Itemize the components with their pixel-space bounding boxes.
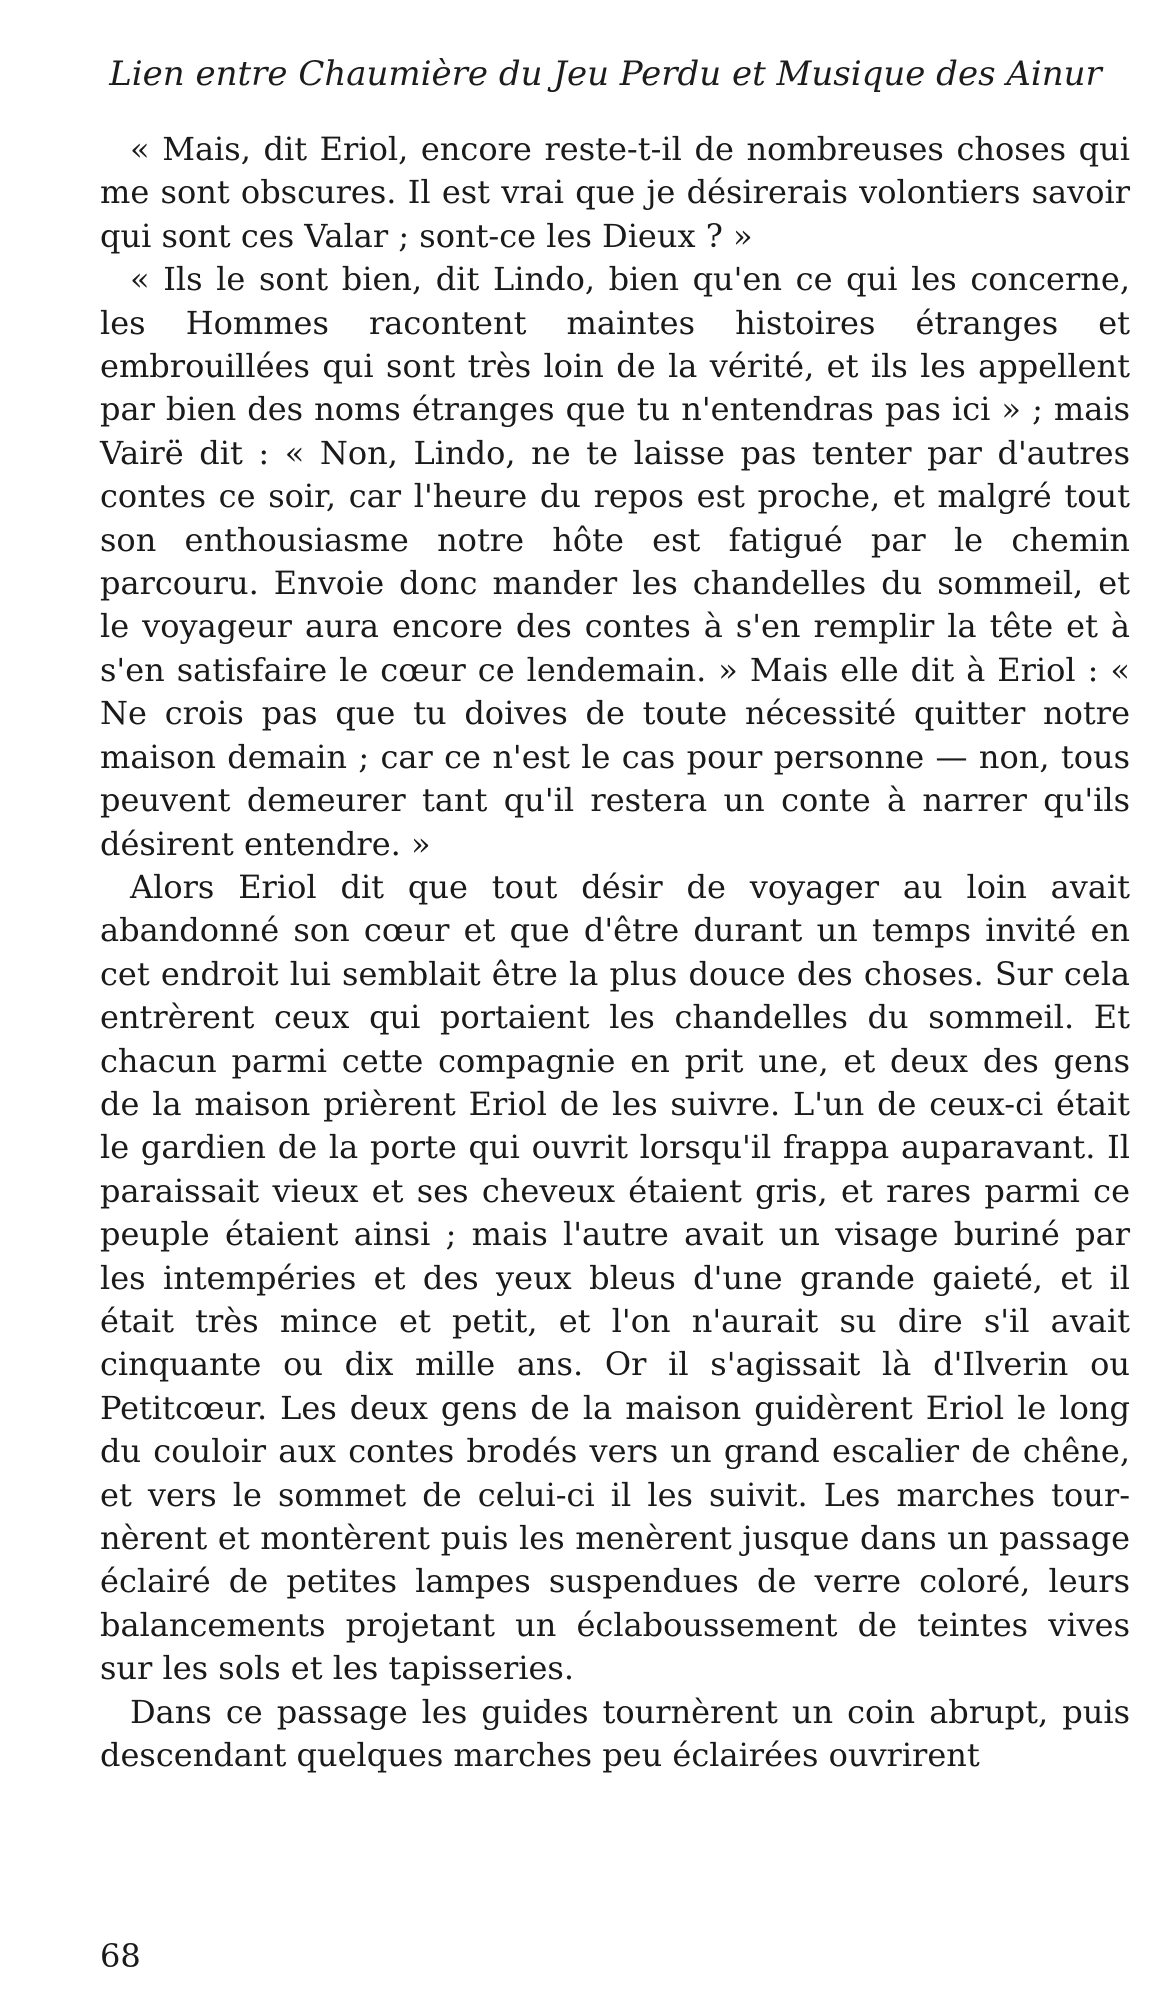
body-text	[100, 128, 1130, 1777]
paragraph: « Mais, dit Eriol, encore reste-t-il de nombreuses choses qui me sont obscures. Il est vrai que je désirerais volontiers savoir qui sont ces Valar ; sont-ce les Dieux ? »	[100, 130, 1130, 255]
paragraph: Alors Eriol dit que tout désir de voyager au loin avait abandonné son cœur et que d'être durant un temps invité en cet endroit lui semblait être la plus douce des choses. Sur cela entrèrent ceux qui portaient les chandelles du sommeil. Et chacun parmi cette compagnie en prit une, et deux des gens de la maison prièrent Eriol de les suivre. L'un de ceux-ci était le gardien de la porte qui ouvrit lorsqu'il frappa auparavant. Il paraissait vieux et ses cheveux étaient gris, et rares parmi ce peuple étaient ainsi ; mais l'autre avait un visage buriné par les intempéries et des yeux bleus d'une grande gaieté, et il était très mince et petit, et l'on n'aurait su dire s'il avait cinquante ou dix mille ans. Or il s'agissait là d'Ilverin ou Petitcœur. Les deux gens de la maison guidèrent Eriol le long du couloir aux contes brodés vers un grand escalier de chêne, et vers le sommet de celui-ci il les suivit. Les marches tournèrent et montèrent puis les menèrent jusque dans un passage éclairé de petites lampes suspendues de verre coloré, leurs balancements projetant un éclaboussement de teintes vives sur les sols et les tapisseries.	[100, 867, 1130, 1688]
paragraph: Dans ce passage les guides tournèrent un coin abrupt, puis descendant quelques marches peu éclairées ouvrirent	[100, 1692, 1130, 1775]
running-head: Lien entre Chaumière du Jeu Perdu et Musique des Ainur	[109, 54, 1102, 94]
page-number: 68	[100, 1937, 141, 1975]
paragraph: « Ils le sont bien, dit Lindo, bien qu'en ce qui les concerne, les Hommes racontent maintes histoires étranges et embrouillées qui sont très loin de la vérité, et ils les appellent par bien des noms étranges que tu n'entendras pas ici » ; mais Vairë dit : « Non, Lindo, ne te laisse pas tenter par d'autres contes ce soir, car l'heure du repos est proche, et malgré tout son enthousiasme notre hôte est fatigué par le chemin parcouru. Envoie donc mander les chandelles du sommeil, et le voyageur aura encore des contes à s'en remplir la tête et à s'en satisfaire le cœur ce lendemain. » Mais elle dit à Eriol : « Ne crois pas que tu doives de toute nécessité quitter notre maison demain ; car ce n'est le cas pour personne — non, tous peuvent demeurer tant qu'il restera un conte à narrer qu'ils désirent entendre. »	[100, 260, 1130, 863]
